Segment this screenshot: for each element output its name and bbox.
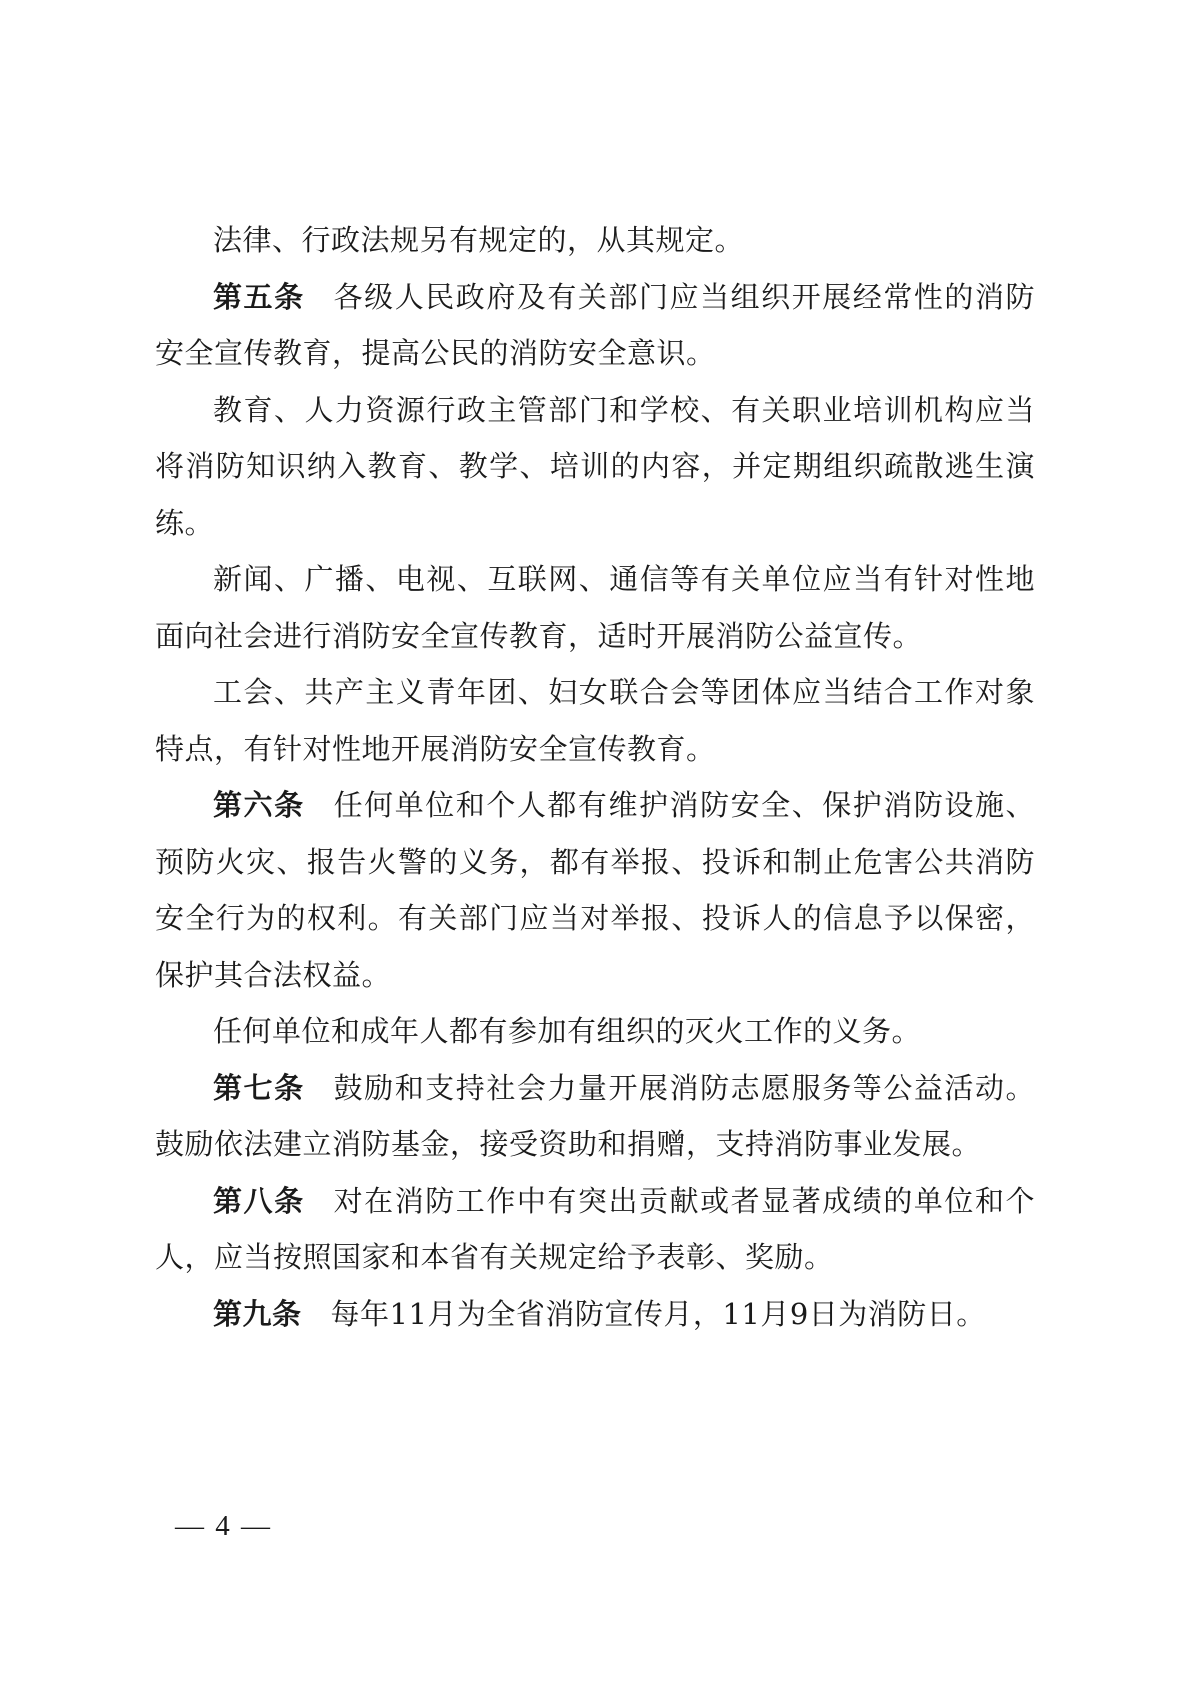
- paragraph-text: 任何单位和个人都有维护消防安全、保护消防设施、预防火灾、报告火警的义务，都有举报、投诉和制止危害公共消防安全行为的权利。有关部门应当对举报、投诉人的信息予以保密，保护其合法权益。: [155, 788, 1035, 992]
- paragraph-text: 鼓励和支持社会力量开展消防志愿服务等公益活动。鼓励依法建立消防基金，接受资助和捐赠，支持消防事业发展。: [155, 1070, 1035, 1161]
- article-number: 第九条: [213, 1296, 302, 1331]
- paragraph: [155, 1060, 1035, 1173]
- document-body: [155, 212, 1035, 1342]
- paragraph: [155, 551, 1035, 664]
- page-number: — 4 —: [175, 1510, 272, 1542]
- paragraph-text: 工会、共产主义青年团、妇女联合会等团体应当结合工作对象特点，有针对性地开展消防安全宣传教育。: [155, 675, 1035, 766]
- paragraph-text: 教育、人力资源行政主管部门和学校、有关职业培训机构应当将消防知识纳入教育、教学、培训的内容，并定期组织疏散逃生演练。: [155, 392, 1035, 540]
- paragraph: [155, 664, 1035, 777]
- paragraph: [155, 212, 1035, 269]
- paragraph: [155, 777, 1035, 1003]
- article-number: 第五条: [213, 279, 305, 314]
- paragraph-text: 每年11月为全省消防宣传月，11月9日为消防日。: [330, 1296, 986, 1331]
- paragraph-text: 任何单位和成年人都有参加有组织的灭火工作的义务。: [213, 1014, 922, 1048]
- paragraph-text: 新闻、广播、电视、互联网、通信等有关单位应当有针对性地面向社会进行消防安全宣传教育，适时开展消防公益宣传。: [155, 562, 1035, 653]
- article-number: 第八条: [213, 1183, 305, 1218]
- paragraph: [155, 1173, 1035, 1286]
- paragraph: [155, 1286, 1035, 1343]
- paragraph-text: 法律、行政法规另有规定的，从其规定。: [213, 223, 745, 257]
- article-number: 第七条: [213, 1070, 305, 1105]
- paragraph-text: 各级人民政府及有关部门应当组织开展经常性的消防安全宣传教育，提高公民的消防安全意识。: [155, 279, 1035, 370]
- paragraph: [155, 1003, 1035, 1060]
- article-number: 第六条: [213, 788, 305, 822]
- paragraph: [155, 382, 1035, 552]
- paragraph: [155, 269, 1035, 382]
- paragraph-text: 对在消防工作中有突出贡献或者显著成绩的单位和个人，应当按照国家和本省有关规定给予表彰、奖励。: [155, 1183, 1035, 1274]
